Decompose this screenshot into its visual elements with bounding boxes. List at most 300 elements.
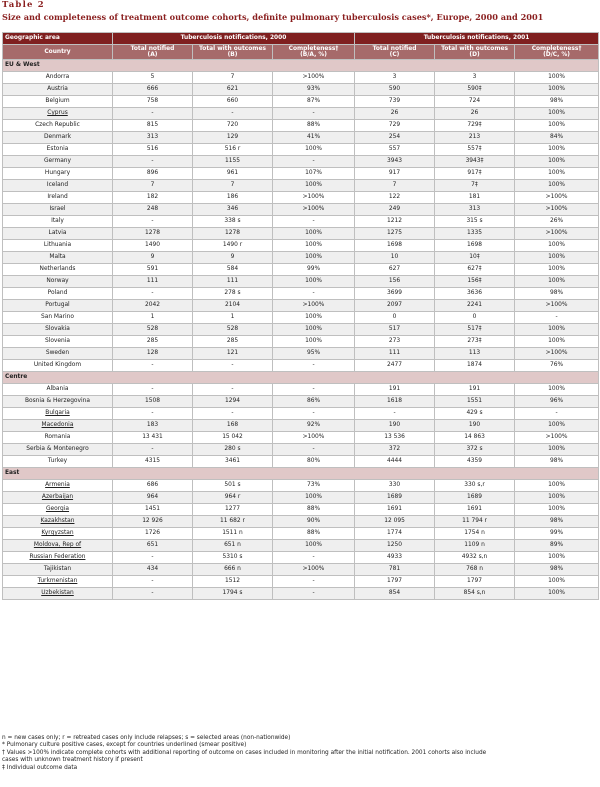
value-cell: 1754 n (435, 528, 515, 540)
value-cell: 76% (515, 360, 599, 372)
table-row (3, 516, 599, 528)
value-cell: 13 431 (113, 432, 193, 444)
value-cell: 100% (515, 120, 599, 132)
value-cell: 191 (435, 384, 515, 396)
table-row (3, 420, 599, 432)
value-cell: 1335 (435, 228, 515, 240)
country-cell: Lithuania (3, 240, 113, 252)
value-cell: 660 (193, 96, 273, 108)
value-cell: - (113, 552, 193, 564)
table-row (3, 252, 599, 264)
table-row (3, 336, 599, 348)
value-cell: 13 536 (355, 432, 435, 444)
country-cell: Kyrgyzstan (3, 528, 113, 540)
country-cell: Armenia (3, 480, 113, 492)
column-header (515, 45, 599, 60)
header-group-2001: Tuberculosis notifications, 2001 (355, 33, 599, 45)
value-cell: 5310 s (193, 552, 273, 564)
value-cell: 1275 (355, 228, 435, 240)
value-cell: 26 (355, 108, 435, 120)
value-cell: 5 (113, 72, 193, 84)
header-row-columns (3, 45, 599, 60)
country-cell: United Kingdom (3, 360, 113, 372)
value-cell: 128 (113, 348, 193, 360)
country-cell: Austria (3, 84, 113, 96)
value-cell: 917 (355, 168, 435, 180)
table-row (3, 216, 599, 228)
value-cell: 88% (273, 528, 355, 540)
value-cell: 1250 (355, 540, 435, 552)
value-cell: 100% (273, 336, 355, 348)
value-cell: 1794 s (193, 588, 273, 600)
value-cell: 1797 (355, 576, 435, 588)
country-cell: Italy (3, 216, 113, 228)
value-cell: 111 (193, 276, 273, 288)
value-cell: 100% (515, 324, 599, 336)
value-cell: 100% (515, 72, 599, 84)
value-cell: 121 (193, 348, 273, 360)
column-header (193, 45, 273, 60)
value-cell: 429 s (435, 408, 515, 420)
value-cell: 330 (355, 480, 435, 492)
country-cell: Turkey (3, 456, 113, 468)
value-cell: 26 (435, 108, 515, 120)
country-cell: San Marino (3, 312, 113, 324)
table-row (3, 120, 599, 132)
section-row (3, 468, 599, 480)
value-cell: 7 (193, 72, 273, 84)
table-row (3, 432, 599, 444)
country-cell: Poland (3, 288, 113, 300)
value-cell: 99% (273, 264, 355, 276)
value-cell: 372 s (435, 444, 515, 456)
value-cell: - (273, 444, 355, 456)
value-cell: 100% (515, 264, 599, 276)
value-cell: 191 (355, 384, 435, 396)
value-cell: 724 (435, 96, 515, 108)
table-row (3, 588, 599, 600)
value-cell: 285 (113, 336, 193, 348)
table-row (3, 504, 599, 516)
value-cell: 88% (273, 120, 355, 132)
value-cell: 87% (273, 96, 355, 108)
value-cell: 528 (113, 324, 193, 336)
value-cell: 92% (273, 420, 355, 432)
country-cell: Denmark (3, 132, 113, 144)
country-cell: Albania (3, 384, 113, 396)
value-cell: 100% (515, 504, 599, 516)
value-cell: 4315 (113, 456, 193, 468)
footnote: * Pulmonary culture positive cases, except for countries underlined (smear positive) (2, 742, 247, 749)
value-cell: 2477 (355, 360, 435, 372)
value-cell: 254 (355, 132, 435, 144)
value-cell: 98% (515, 564, 599, 576)
value-cell: 100% (515, 180, 599, 192)
value-cell: 100% (515, 420, 599, 432)
value-cell: - (273, 360, 355, 372)
value-cell: 98% (515, 96, 599, 108)
value-cell: - (193, 108, 273, 120)
value-cell: 781 (355, 564, 435, 576)
value-cell: >100% (273, 564, 355, 576)
footnote: n = new cases only; r = retreated cases only include relapses; s = selected areas (non-nationwide) (2, 735, 291, 741)
value-cell: 3 (435, 72, 515, 84)
table-row (3, 480, 599, 492)
value-cell: 100% (273, 240, 355, 252)
column-header-label: Total with outcomes (199, 45, 266, 52)
value-cell: 100% (515, 252, 599, 264)
table-row (3, 528, 599, 540)
value-cell: 666 n (193, 564, 273, 576)
column-header-label: Total with outcomes (441, 45, 508, 52)
value-cell: 100% (515, 576, 599, 588)
value-cell: 186 (193, 192, 273, 204)
value-cell: 7‡ (435, 180, 515, 192)
value-cell: >100% (515, 192, 599, 204)
value-cell: 516 (113, 144, 193, 156)
value-cell: 315 s (435, 216, 515, 228)
value-cell: 26% (515, 216, 599, 228)
value-cell: 1689 (355, 492, 435, 504)
value-cell: 627‡ (435, 264, 515, 276)
value-cell: 313 (435, 204, 515, 216)
value-cell: 100% (273, 252, 355, 264)
value-cell: 111 (355, 348, 435, 360)
country-header: Country (3, 45, 113, 60)
section-title: East (3, 468, 599, 480)
value-cell: >100% (273, 192, 355, 204)
value-cell: 3943‡ (435, 156, 515, 168)
footnote: † Values >100% indicate complete cohorts with additional reporting of outcome on cases included in monitoring after the initial notification. 2001 cohorts also include (2, 749, 487, 756)
header-row-groups (3, 33, 599, 45)
value-cell: 1155 (193, 156, 273, 168)
column-header-code: (D/C, %) (543, 52, 571, 58)
section-title: EU & West (3, 60, 599, 72)
value-cell: - (515, 408, 599, 420)
value-cell: - (273, 384, 355, 396)
value-cell: 964 r (193, 492, 273, 504)
value-cell: 93% (273, 84, 355, 96)
value-cell: 1774 (355, 528, 435, 540)
country-cell: Malta (3, 252, 113, 264)
value-cell: - (515, 312, 599, 324)
value-cell: 10 (355, 252, 435, 264)
value-cell: 686 (113, 480, 193, 492)
value-cell: 100% (515, 336, 599, 348)
country-cell: Iceland (3, 180, 113, 192)
column-header (113, 45, 193, 60)
table-row (3, 456, 599, 468)
value-cell: - (113, 444, 193, 456)
table-row (3, 132, 599, 144)
value-cell: 372 (355, 444, 435, 456)
country-cell: Slovakia (3, 324, 113, 336)
value-cell: 758 (113, 96, 193, 108)
table-row (3, 300, 599, 312)
value-cell: - (273, 552, 355, 564)
value-cell: - (193, 384, 273, 396)
value-cell: 90% (273, 516, 355, 528)
table-row (3, 540, 599, 552)
country-cell: Czech Republic (3, 120, 113, 132)
value-cell: 1689 (435, 492, 515, 504)
country-cell: Moldova, Rep of (3, 540, 113, 552)
value-cell: 84% (515, 132, 599, 144)
column-header-label: Completeness† (531, 45, 582, 52)
value-cell: >100% (515, 348, 599, 360)
value-cell: - (273, 408, 355, 420)
value-cell: 100% (273, 180, 355, 192)
table-row (3, 396, 599, 408)
value-cell: 41% (273, 132, 355, 144)
table-body (3, 60, 599, 600)
table-row (3, 108, 599, 120)
value-cell: 1278 (193, 228, 273, 240)
value-cell: 156 (355, 276, 435, 288)
section-title: Centre (3, 372, 599, 384)
table-row (3, 144, 599, 156)
country-cell: Israel (3, 204, 113, 216)
table-row (3, 444, 599, 456)
value-cell: 1 (193, 312, 273, 324)
value-cell: 96% (515, 396, 599, 408)
table-row (3, 576, 599, 588)
table-row (3, 72, 599, 84)
value-cell: 1 (113, 312, 193, 324)
value-cell: 1508 (113, 396, 193, 408)
table-row (3, 384, 599, 396)
value-cell: - (113, 408, 193, 420)
value-cell: 100% (273, 540, 355, 552)
value-cell: - (113, 108, 193, 120)
value-cell: - (273, 588, 355, 600)
column-header-code: (B) (227, 52, 238, 58)
value-cell: 273‡ (435, 336, 515, 348)
value-cell: - (113, 288, 193, 300)
country-cell: Macedonia (3, 420, 113, 432)
country-cell: Sweden (3, 348, 113, 360)
value-cell: 768 n (435, 564, 515, 576)
value-cell: 961 (193, 168, 273, 180)
value-cell: 213 (435, 132, 515, 144)
value-cell: - (113, 576, 193, 588)
table-row (3, 168, 599, 180)
value-cell: 100% (515, 480, 599, 492)
value-cell: >100% (273, 204, 355, 216)
table-row (3, 492, 599, 504)
table-row (3, 324, 599, 336)
table-row (3, 552, 599, 564)
value-cell: 4932 s,n (435, 552, 515, 564)
value-cell: 181 (435, 192, 515, 204)
value-cell: - (355, 408, 435, 420)
value-cell: 516 r (193, 144, 273, 156)
table-label: Table 2 (2, 0, 45, 10)
country-cell: Bulgaria (3, 408, 113, 420)
country-cell: Norway (3, 276, 113, 288)
country-cell: Romania (3, 432, 113, 444)
value-cell: 338 s (193, 216, 273, 228)
value-cell: 100% (515, 240, 599, 252)
value-cell: 1490 (113, 240, 193, 252)
country-cell: Georgia (3, 504, 113, 516)
table-row (3, 84, 599, 96)
value-cell: 100% (515, 168, 599, 180)
value-cell: 7 (113, 180, 193, 192)
country-cell: Andorra (3, 72, 113, 84)
value-cell: 278 s (193, 288, 273, 300)
value-cell: 7 (193, 180, 273, 192)
value-cell: 651 (113, 540, 193, 552)
column-header-code: (D) (469, 52, 480, 58)
value-cell: 1278 (113, 228, 193, 240)
column-header-code: (B/A, %) (300, 52, 327, 58)
table-row (3, 192, 599, 204)
table-row (3, 264, 599, 276)
value-cell: 2241 (435, 300, 515, 312)
value-cell: 3461 (193, 456, 273, 468)
country-cell: Tajikistan (3, 564, 113, 576)
value-cell: 122 (355, 192, 435, 204)
value-cell: 854 (355, 588, 435, 600)
value-cell: 591 (113, 264, 193, 276)
value-cell: 7 (355, 180, 435, 192)
value-cell: 15 042 (193, 432, 273, 444)
value-cell: - (113, 156, 193, 168)
country-cell: Ireland (3, 192, 113, 204)
value-cell: - (113, 588, 193, 600)
column-header-label: Total notified (372, 45, 417, 52)
value-cell: 273 (355, 336, 435, 348)
value-cell: >100% (273, 72, 355, 84)
value-cell: >100% (515, 432, 599, 444)
value-cell: 1691 (435, 504, 515, 516)
country-cell: Latvia (3, 228, 113, 240)
value-cell: 10‡ (435, 252, 515, 264)
value-cell: 248 (113, 204, 193, 216)
country-cell: Estonia (3, 144, 113, 156)
value-cell: 285 (193, 336, 273, 348)
value-cell: 517 (355, 324, 435, 336)
value-cell: 854 s,n (435, 588, 515, 600)
value-cell: 1511 n (193, 528, 273, 540)
value-cell: 729 (355, 120, 435, 132)
value-cell: 99% (515, 528, 599, 540)
value-cell: 100% (515, 144, 599, 156)
value-cell: 1698 (355, 240, 435, 252)
table-row (3, 96, 599, 108)
country-cell: Belgium (3, 96, 113, 108)
value-cell: 1294 (193, 396, 273, 408)
country-cell: Cyprus (3, 108, 113, 120)
value-cell: >100% (273, 432, 355, 444)
value-cell: 1797 (435, 576, 515, 588)
value-cell: 100% (515, 156, 599, 168)
value-cell: 1618 (355, 396, 435, 408)
value-cell: 1451 (113, 504, 193, 516)
value-cell: 621 (193, 84, 273, 96)
value-cell: 156‡ (435, 276, 515, 288)
footnote: ‡ Individual outcome data (2, 764, 78, 771)
value-cell: 1726 (113, 528, 193, 540)
value-cell: 720 (193, 120, 273, 132)
table-row (3, 156, 599, 168)
value-cell: 2042 (113, 300, 193, 312)
value-cell: 11 794 r (435, 516, 515, 528)
country-cell: Serbia & Montenegro (3, 444, 113, 456)
value-cell: 557 (355, 144, 435, 156)
value-cell: 113 (435, 348, 515, 360)
value-cell: 330 s,r (435, 480, 515, 492)
value-cell: 73% (273, 480, 355, 492)
value-cell: 590‡ (435, 84, 515, 96)
value-cell: 4359 (435, 456, 515, 468)
column-header (435, 45, 515, 60)
value-cell: - (273, 288, 355, 300)
table-row (3, 276, 599, 288)
country-cell: Bosnia & Herzegovina (3, 396, 113, 408)
value-cell: - (113, 216, 193, 228)
table-row (3, 288, 599, 300)
value-cell: 729‡ (435, 120, 515, 132)
value-cell: 107% (273, 168, 355, 180)
column-header-label: Total notified (130, 45, 175, 52)
value-cell: 14 863 (435, 432, 515, 444)
column-header-code: (A) (147, 52, 158, 58)
data-table (2, 32, 599, 600)
table-row (3, 240, 599, 252)
value-cell: 100% (273, 228, 355, 240)
value-cell: - (273, 108, 355, 120)
value-cell: 2097 (355, 300, 435, 312)
value-cell: 517‡ (435, 324, 515, 336)
footnotes (2, 735, 598, 772)
value-cell: 190 (435, 420, 515, 432)
value-cell: 590 (355, 84, 435, 96)
value-cell: 280 s (193, 444, 273, 456)
value-cell: 0 (355, 312, 435, 324)
value-cell: 917‡ (435, 168, 515, 180)
footnote: cases with unknown treatment history if present (2, 757, 143, 764)
table-row (3, 180, 599, 192)
value-cell: 100% (273, 324, 355, 336)
value-cell: - (193, 360, 273, 372)
table-caption: Size and completeness of treatment outcome cohorts, definite pulmonary tuberculosis cases*, Europe, 2000 and 2001 (2, 12, 544, 22)
value-cell: 95% (273, 348, 355, 360)
value-cell: 557‡ (435, 144, 515, 156)
value-cell: 4933 (355, 552, 435, 564)
value-cell: 346 (193, 204, 273, 216)
value-cell: >100% (515, 228, 599, 240)
column-header-label: Completeness† (288, 45, 339, 52)
value-cell: 11 682 r (193, 516, 273, 528)
value-cell: 0 (435, 312, 515, 324)
table-row (3, 360, 599, 372)
country-cell: Turkmenistan (3, 576, 113, 588)
value-cell: 964 (113, 492, 193, 504)
country-cell: Germany (3, 156, 113, 168)
value-cell: 1691 (355, 504, 435, 516)
value-cell: 3943 (355, 156, 435, 168)
table-row (3, 228, 599, 240)
value-cell: 1512 (193, 576, 273, 588)
country-cell: Portugal (3, 300, 113, 312)
value-cell: 100% (515, 444, 599, 456)
value-cell: 100% (515, 276, 599, 288)
value-cell: 100% (515, 492, 599, 504)
value-cell: 896 (113, 168, 193, 180)
value-cell: 501 s (193, 480, 273, 492)
